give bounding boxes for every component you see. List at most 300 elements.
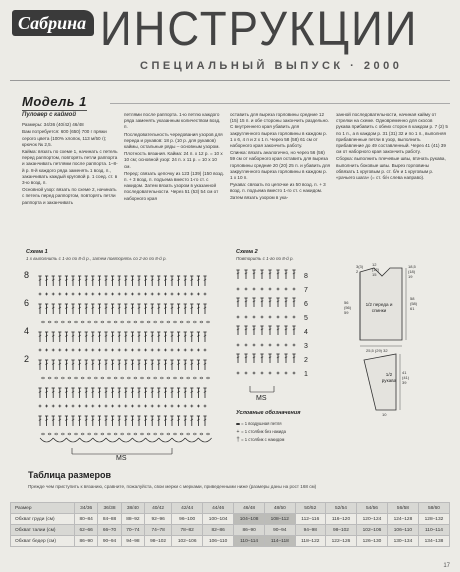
double-crochet-mark (157, 416, 160, 426)
chain-mark (75, 377, 78, 379)
single-crochet-mark (52, 293, 55, 296)
double-crochet-mark (203, 304, 206, 314)
chain-mark (81, 377, 84, 379)
size-cell: 122–126 (326, 536, 357, 547)
single-crochet-mark (253, 344, 256, 347)
size-cell: 78–82 (172, 525, 203, 536)
chain-mark (101, 433, 104, 435)
single-crochet-mark (138, 349, 141, 352)
single-crochet-mark (157, 293, 160, 296)
chain-mark (167, 433, 170, 435)
row-number: 1 (304, 371, 308, 378)
double-crochet-mark (52, 360, 55, 370)
size-cell: 104–108 (234, 514, 265, 525)
chain-mark (180, 377, 183, 379)
double-crochet-mark (197, 276, 200, 286)
row-number: 7 (304, 287, 308, 294)
double-crochet-mark (131, 416, 134, 426)
size-cell: 106–110 (387, 525, 418, 536)
picot-arc (198, 438, 211, 442)
legend-item-chain: = 1 воздушная петля (236, 421, 282, 426)
chain-mark (101, 377, 104, 379)
single-crochet-mark (111, 349, 114, 352)
double-crochet-mark (38, 332, 41, 342)
chain-mark (167, 377, 170, 379)
double-crochet-mark (177, 416, 180, 426)
single-crochet-mark (277, 316, 280, 319)
single-crochet-mark (190, 293, 193, 296)
double-crochet-mark (131, 360, 134, 370)
double-crochet-mark (197, 360, 200, 370)
double-crochet-mark (52, 416, 55, 426)
double-crochet-mark (164, 276, 167, 286)
double-crochet-mark (98, 388, 101, 398)
double-crochet-mark (131, 332, 134, 342)
double-crochet-mark (65, 304, 68, 314)
chain-mark (121, 321, 124, 323)
double-crochet-mark (91, 416, 94, 426)
picot-arc (185, 438, 198, 442)
size-cell: 108–112 (265, 514, 295, 525)
single-crochet-mark (261, 344, 264, 347)
paragraph: Спинка: вязать аналогично, но через 56 (56) 59 см от наборного края оставить для выреза горловины средние 20 (20) 25 п. и убавить для закругленного выреза горловины в каждом р. 1 х 10 п. (230, 150, 331, 181)
double-crochet-mark (45, 332, 48, 342)
single-crochet-mark (269, 344, 272, 347)
double-crochet-mark (91, 332, 94, 342)
double-crochet-mark (85, 416, 88, 426)
double-crochet-mark (190, 416, 193, 426)
double-crochet-mark (292, 326, 295, 335)
chain-mark (81, 321, 84, 323)
size-cell: 62–66 (75, 525, 98, 536)
double-crochet-mark (292, 270, 295, 279)
double-crochet-mark (190, 332, 193, 342)
single-crochet-mark (45, 349, 48, 352)
double-crochet-mark (71, 388, 74, 398)
paragraph: Рукава: связать по цепочке из 50 возд. п. + 3 возд. п. подъема вместо 1-го ст. с накидом. Затем вязать узором в ука- (230, 182, 326, 200)
model-divider (110, 103, 450, 104)
picot-arc (80, 438, 93, 442)
size-cell: 86–90 (234, 525, 265, 536)
double-crochet-mark (197, 332, 200, 342)
double-crochet-mark (252, 354, 255, 363)
chain-mark (48, 321, 51, 323)
double-crochet-mark (124, 276, 127, 286)
chain-mark (187, 321, 190, 323)
chain-mark (167, 321, 170, 323)
double-crochet-icon: † (236, 437, 240, 443)
double-crochet-mark (91, 304, 94, 314)
page-header (10, 4, 450, 74)
double-crochet-mark (104, 304, 107, 314)
single-crochet-mark (124, 405, 127, 408)
chain-mark (193, 321, 196, 323)
size-cell: 130–134 (387, 536, 418, 547)
size-cell: 94–98 (295, 525, 325, 536)
picot-arc (53, 438, 66, 442)
double-crochet-mark (131, 276, 134, 286)
double-crochet-mark (45, 304, 48, 314)
single-crochet-mark (245, 344, 248, 347)
double-crochet-mark (45, 360, 48, 370)
chain-stitch-icon (236, 423, 240, 426)
size-header-cell: 34/36 (75, 503, 98, 514)
instructions-column-1 (22, 112, 118, 207)
double-crochet-mark (197, 388, 200, 398)
single-crochet-mark (277, 344, 280, 347)
instructions-column-2 (124, 112, 224, 203)
double-crochet-mark (177, 304, 180, 314)
chain-mark (68, 377, 71, 379)
scheme-2-chart (230, 262, 320, 402)
double-crochet-mark (203, 388, 206, 398)
size-cell: 88–92 (121, 514, 144, 525)
item-title: Пуловер с каймой (22, 112, 77, 118)
scheme-1-label: Схема 1 (26, 249, 48, 255)
row-number: 2 (24, 354, 30, 364)
paragraph: Размеры: 34/36 (40/42) 46/48 (22, 122, 84, 128)
paragraph: петлями после раппорта. 1-ю петлю каждого ряда заменять указанным количеством возд. п. (124, 112, 221, 130)
chain-mark (200, 433, 203, 435)
double-crochet-mark (203, 332, 206, 342)
sleeve-length-dimensions: 41 (41) 39 (402, 370, 410, 385)
single-crochet-mark (58, 405, 61, 408)
chain-mark (160, 377, 163, 379)
double-crochet-mark (85, 276, 88, 286)
double-crochet-mark (104, 276, 107, 286)
double-crochet-mark (38, 416, 41, 426)
size-cell: 82–86 (203, 525, 234, 536)
single-crochet-mark (237, 316, 240, 319)
size-header-cell: 52/54 (326, 503, 357, 514)
single-crochet-mark (78, 405, 81, 408)
single-crochet-mark (118, 405, 121, 408)
size-cell: 94–98 (121, 536, 144, 547)
double-crochet-mark (268, 298, 271, 307)
single-crochet-mark (91, 293, 94, 296)
single-crochet-mark (118, 293, 121, 296)
double-crochet-mark (144, 332, 147, 342)
garment-schematic (330, 258, 450, 418)
double-crochet-mark (52, 332, 55, 342)
size-cell: 84–88 (98, 514, 121, 525)
double-crochet-mark (244, 354, 247, 363)
magazine-logo: Сабрина (12, 10, 94, 36)
double-crochet-mark (104, 332, 107, 342)
double-crochet-mark (151, 416, 154, 426)
double-crochet-mark (45, 276, 48, 286)
bottom-width-dimension: 25,5 (29) 32 (366, 348, 388, 353)
single-crochet-mark (190, 349, 193, 352)
chain-mark (94, 377, 97, 379)
single-crochet-mark (52, 349, 55, 352)
double-crochet-mark (170, 304, 173, 314)
double-crochet-mark (151, 304, 154, 314)
chain-mark (101, 321, 104, 323)
single-crochet-mark (72, 293, 75, 296)
single-crochet-mark (293, 344, 296, 347)
single-crochet-mark (269, 316, 272, 319)
double-crochet-mark (85, 360, 88, 370)
double-crochet-mark (98, 360, 101, 370)
double-crochet-mark (170, 388, 173, 398)
double-crochet-mark (164, 332, 167, 342)
single-crochet-mark (72, 405, 75, 408)
double-crochet-mark (111, 332, 114, 342)
double-crochet-mark (65, 388, 68, 398)
size-table-row (11, 514, 450, 525)
chain-mark (61, 377, 64, 379)
chain-mark (121, 433, 124, 435)
single-crochet-mark (171, 349, 174, 352)
single-crochet-mark (78, 349, 81, 352)
size-cell: 110–114 (234, 536, 265, 547)
single-crochet-mark (65, 405, 68, 408)
size-cell: 114–118 (265, 536, 295, 547)
double-crochet-mark (137, 276, 140, 286)
size-cell: 90–94 (98, 536, 121, 547)
paragraph: Сборка: выполнить плечевые швы, втачать рукава, выполнить боковые швы. Вырез горловины обвязать 1 круговым р. ст. б/н и 1 круговым р. «рачьего шага» (= ст. б/н слева направо). (336, 156, 446, 181)
double-crochet-mark (184, 304, 187, 314)
double-crochet-mark (284, 354, 287, 363)
double-crochet-mark (252, 298, 255, 307)
picot-arc (66, 438, 79, 442)
double-crochet-mark (71, 360, 74, 370)
double-crochet-mark (157, 304, 160, 314)
single-crochet-mark (58, 349, 61, 352)
double-crochet-mark (184, 360, 187, 370)
chain-mark (147, 433, 150, 435)
double-crochet-mark (260, 354, 263, 363)
single-crochet-mark (204, 349, 207, 352)
double-crochet-mark (151, 332, 154, 342)
single-crochet-mark (204, 405, 207, 408)
single-crochet-mark (105, 293, 108, 296)
chain-mark (174, 433, 177, 435)
size-header-cell: 38/40 (121, 503, 144, 514)
single-crochet-mark (98, 405, 101, 408)
top-dimensions: 18,5 (18) 19 (408, 264, 416, 279)
chain-mark (207, 377, 210, 379)
single-crochet-mark (65, 293, 68, 296)
chain-mark (187, 433, 190, 435)
single-crochet-mark (91, 405, 94, 408)
picot-arc (93, 438, 106, 442)
chain-mark (193, 433, 196, 435)
double-crochet-mark (78, 388, 81, 398)
single-crochet-mark (177, 349, 180, 352)
single-crochet-mark (91, 349, 94, 352)
chain-mark (61, 433, 64, 435)
size-header-cell: 58/60 (418, 503, 449, 514)
single-crochet-mark (124, 349, 127, 352)
single-crochet-mark (184, 293, 187, 296)
chain-mark (154, 377, 157, 379)
size-cell: 90–94 (265, 525, 295, 536)
double-crochet-mark (78, 360, 81, 370)
chain-mark (55, 377, 58, 379)
double-crochet-mark (203, 276, 206, 286)
single-crochet-mark (85, 349, 88, 352)
chain-mark (174, 377, 177, 379)
chain-mark (114, 321, 117, 323)
single-crochet-mark (190, 405, 193, 408)
size-cell: 74–78 (145, 525, 172, 536)
chain-mark (68, 321, 71, 323)
chain-mark (108, 377, 111, 379)
picot-arc (119, 438, 132, 442)
double-crochet-mark (236, 354, 239, 363)
side-length-dimensions: 56 (56) 59 (344, 300, 352, 315)
size-cell: 98–102 (326, 525, 357, 536)
single-crochet-mark (45, 405, 48, 408)
double-crochet-mark (124, 416, 127, 426)
double-crochet-mark (124, 304, 127, 314)
single-crochet-mark (39, 349, 42, 352)
double-crochet-mark (184, 388, 187, 398)
double-crochet-mark (177, 276, 180, 286)
paragraph: Перед: связать цепочку из 123 (139) (150 возд. п. + 3 возд. п. подъема вместо 1-го ст. с накидом. Затем вязать узором в указанной последовательности. Через 51 (53) 54 см от наборного края (124, 170, 224, 201)
neck-width-dimensions: 12 (12) 15 (372, 262, 380, 277)
chain-mark (147, 377, 150, 379)
double-crochet-mark (91, 360, 94, 370)
row-number: 4 (304, 329, 308, 336)
chain-mark (42, 377, 45, 379)
double-crochet-mark (98, 276, 101, 286)
instructions-column-4 (336, 112, 448, 182)
chain-mark (94, 321, 97, 323)
size-table-row (11, 536, 450, 547)
chain-mark (207, 321, 210, 323)
single-crochet-mark (237, 372, 240, 375)
size-cell: 128–132 (418, 514, 449, 525)
size-cell: 98–102 (145, 536, 172, 547)
chain-mark (154, 321, 157, 323)
chain-mark (193, 377, 196, 379)
single-crochet-icon: + (236, 429, 240, 435)
paragraph: Кайма: вязать по схеме 1, начинать с петель перед раппортом, повторять петли раппорта и заканчивать петлями после раппорта. 1–8-й р. 8-й каждого ряда заменять 1 возд. п., заканчивать каждый круговой р. 1 соед. ст. в 3-ю возд. п. (22, 149, 118, 186)
single-crochet-mark (45, 293, 48, 296)
size-header-cell: 40/42 (145, 503, 172, 514)
single-crochet-mark (277, 372, 280, 375)
length-dimensions: 58 (58) 61 (410, 296, 418, 311)
single-crochet-mark (151, 405, 154, 408)
double-crochet-mark (157, 388, 160, 398)
size-table-note: Прежде чем приступить к вязанию, сравните, пожалуйста, свои мерки с мерками, приведенными ниже (размеры даны на рост 168 см) (28, 484, 317, 489)
double-crochet-mark (144, 416, 147, 426)
chain-mark (200, 377, 203, 379)
size-header-cell: 56/58 (387, 503, 418, 514)
chain-mark (160, 433, 163, 435)
double-crochet-mark (45, 416, 48, 426)
size-header-cell: 36/38 (98, 503, 121, 514)
scheme-1-note: 1 х выполнить с 1-го по 8-й р., затем повторять со 2-го по 8-й р. (26, 256, 167, 261)
single-crochet-mark (171, 293, 174, 296)
single-crochet-mark (197, 349, 200, 352)
chain-mark (55, 321, 58, 323)
single-crochet-mark (164, 293, 167, 296)
single-crochet-mark (39, 405, 42, 408)
double-crochet-mark (276, 270, 279, 279)
size-cell: 126–130 (356, 536, 387, 547)
chain-mark (127, 377, 130, 379)
single-crochet-mark (131, 405, 134, 408)
single-crochet-mark (151, 349, 154, 352)
single-crochet-mark (293, 316, 296, 319)
double-crochet-mark (85, 332, 88, 342)
double-crochet-mark (144, 388, 147, 398)
double-crochet-mark (164, 416, 167, 426)
double-crochet-mark (38, 360, 41, 370)
legend-title: Условные обозначения (236, 410, 301, 416)
single-crochet-mark (245, 288, 248, 291)
double-crochet-mark (292, 354, 295, 363)
single-crochet-mark (78, 293, 81, 296)
single-crochet-mark (105, 405, 108, 408)
single-crochet-mark (124, 293, 127, 296)
size-cell: 100–104 (203, 514, 234, 525)
single-crochet-mark (157, 405, 160, 408)
double-crochet-mark (137, 304, 140, 314)
chain-mark (187, 377, 190, 379)
header-divider (10, 80, 450, 81)
single-crochet-mark (111, 293, 114, 296)
size-cell: 118–122 (295, 536, 325, 547)
double-crochet-mark (236, 270, 239, 279)
size-row-label: Обхват бедер (см) (11, 536, 75, 547)
double-crochet-mark (111, 388, 114, 398)
chain-mark (174, 321, 177, 323)
single-crochet-mark (118, 349, 121, 352)
chain-mark (141, 377, 144, 379)
double-crochet-mark (190, 360, 193, 370)
double-crochet-mark (157, 332, 160, 342)
picot-arc (106, 438, 119, 442)
size-cell: 92–96 (145, 514, 172, 525)
double-crochet-mark (203, 416, 206, 426)
single-crochet-mark (293, 288, 296, 291)
double-crochet-mark (184, 332, 187, 342)
row-number: 5 (304, 315, 308, 322)
double-crochet-mark (203, 360, 206, 370)
double-crochet-mark (71, 332, 74, 342)
sleeve-label: 1/2 рукава (381, 372, 397, 383)
page-number: 17 (443, 563, 450, 569)
chain-mark (75, 433, 78, 435)
size-cell: 86–90 (75, 536, 98, 547)
chain-mark (134, 377, 137, 379)
chain-mark (108, 321, 111, 323)
double-crochet-mark (58, 304, 61, 314)
double-crochet-mark (71, 276, 74, 286)
double-crochet-mark (124, 332, 127, 342)
single-crochet-mark (151, 293, 154, 296)
single-crochet-mark (197, 405, 200, 408)
size-cell: 106–110 (203, 536, 234, 547)
paragraph: Последовательность чередования узоров для переда и рукавов: 18 р. (10 р. для рукавов) каймы, остальные ряды – основным узором. (124, 131, 223, 150)
double-crochet-mark (38, 276, 41, 286)
scheme-2-label: Схема 2 (236, 249, 258, 255)
single-crochet-mark (164, 405, 167, 408)
single-crochet-mark (144, 349, 147, 352)
double-crochet-mark (71, 416, 74, 426)
double-crochet-mark (98, 332, 101, 342)
size-header-cell: 48/50 (265, 503, 295, 514)
single-crochet-mark (177, 293, 180, 296)
double-crochet-mark (170, 416, 173, 426)
double-crochet-mark (52, 276, 55, 286)
double-crochet-mark (164, 360, 167, 370)
